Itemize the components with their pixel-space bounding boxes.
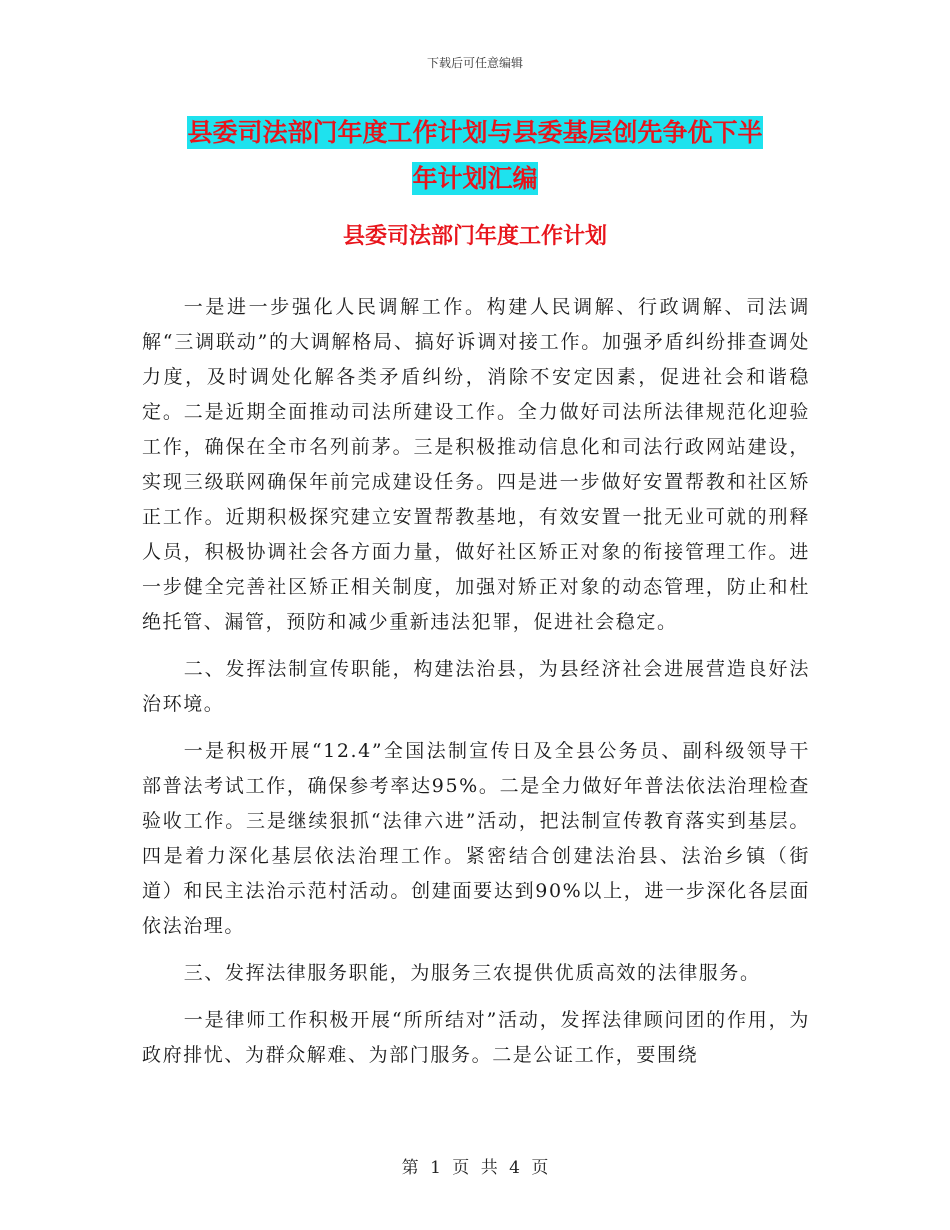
page-number: 第 1 页 共 4 页 <box>401 1158 549 1178</box>
paragraph-1: 一是进一步强化人民调解工作。构建人民调解、行政调解、司法调解“三调联动”的大调解格局、搞好诉调对接工作。加强矛盾纠纷排查调处力度，及时调处化解各类矛盾纠纷，消除不安定因素，促进社会和谐稳定。二是近期全面推动司法所建设工作。全力做好司法所法律规范化迎验工作，确保在全市名列前茅。三是积极推动信息化和司法行政网站建设，实现三级联网确保年前完成建设任务。四是进一步做好安置帮教和社区矫正工作。近期积极探究建立安置帮教基地，有效安置一批无业可就的刑释人员，积极协调社会各方面力量，做好社区矫正对象的衔接管理工作。进一步健全完善社区矫正相关制度，加强对矫正对象的动态管理，防止和杜绝托管、漏管，预防和减少重新违法犯罪，促进社会稳定。 <box>142 296 810 633</box>
document-body <box>142 290 810 1085</box>
document-title-line-1: 县委司法部门年度工作计划与县委基层创先争优下半 <box>187 118 763 147</box>
paragraph-5: 一是律师工作积极开展“所所结对”活动，发挥法律顾问团的作用，为政府排忧、为群众解难、为部门服务。二是公证工作，要围绕 <box>142 1009 810 1066</box>
section-title: 县委司法部门年度工作计划 <box>342 224 607 249</box>
paragraph-2: 二、发挥法制宣传职能，构建法治县，为县经济社会进展营造良好法治环境。 <box>142 658 810 715</box>
paragraph-4: 三、发挥法律服务职能，为服务三农提供优质高效的法律服务。 <box>183 962 761 984</box>
document-title-line-2: 年计划汇编 <box>412 164 538 193</box>
page-header-note: 下载后可任意编辑 <box>426 56 523 70</box>
paragraph-3: 一是积极开展“12.4”全国法制宣传日及全县公务员、副科级领导干部普法考试工作，确保参考率达95%。二是全力做好年普法依法治理检查验收工作。三是继续狠抓“法律六进”活动，把法制宣传教育落实到基层。四是着力深化基层依法治理工作。紧密结合创建法治县、法治乡镇（街道）和民主法治示范村活动。创建面要达到90%以上，进一步深化各层面依法治理。 <box>142 740 810 937</box>
document-title <box>140 110 810 202</box>
